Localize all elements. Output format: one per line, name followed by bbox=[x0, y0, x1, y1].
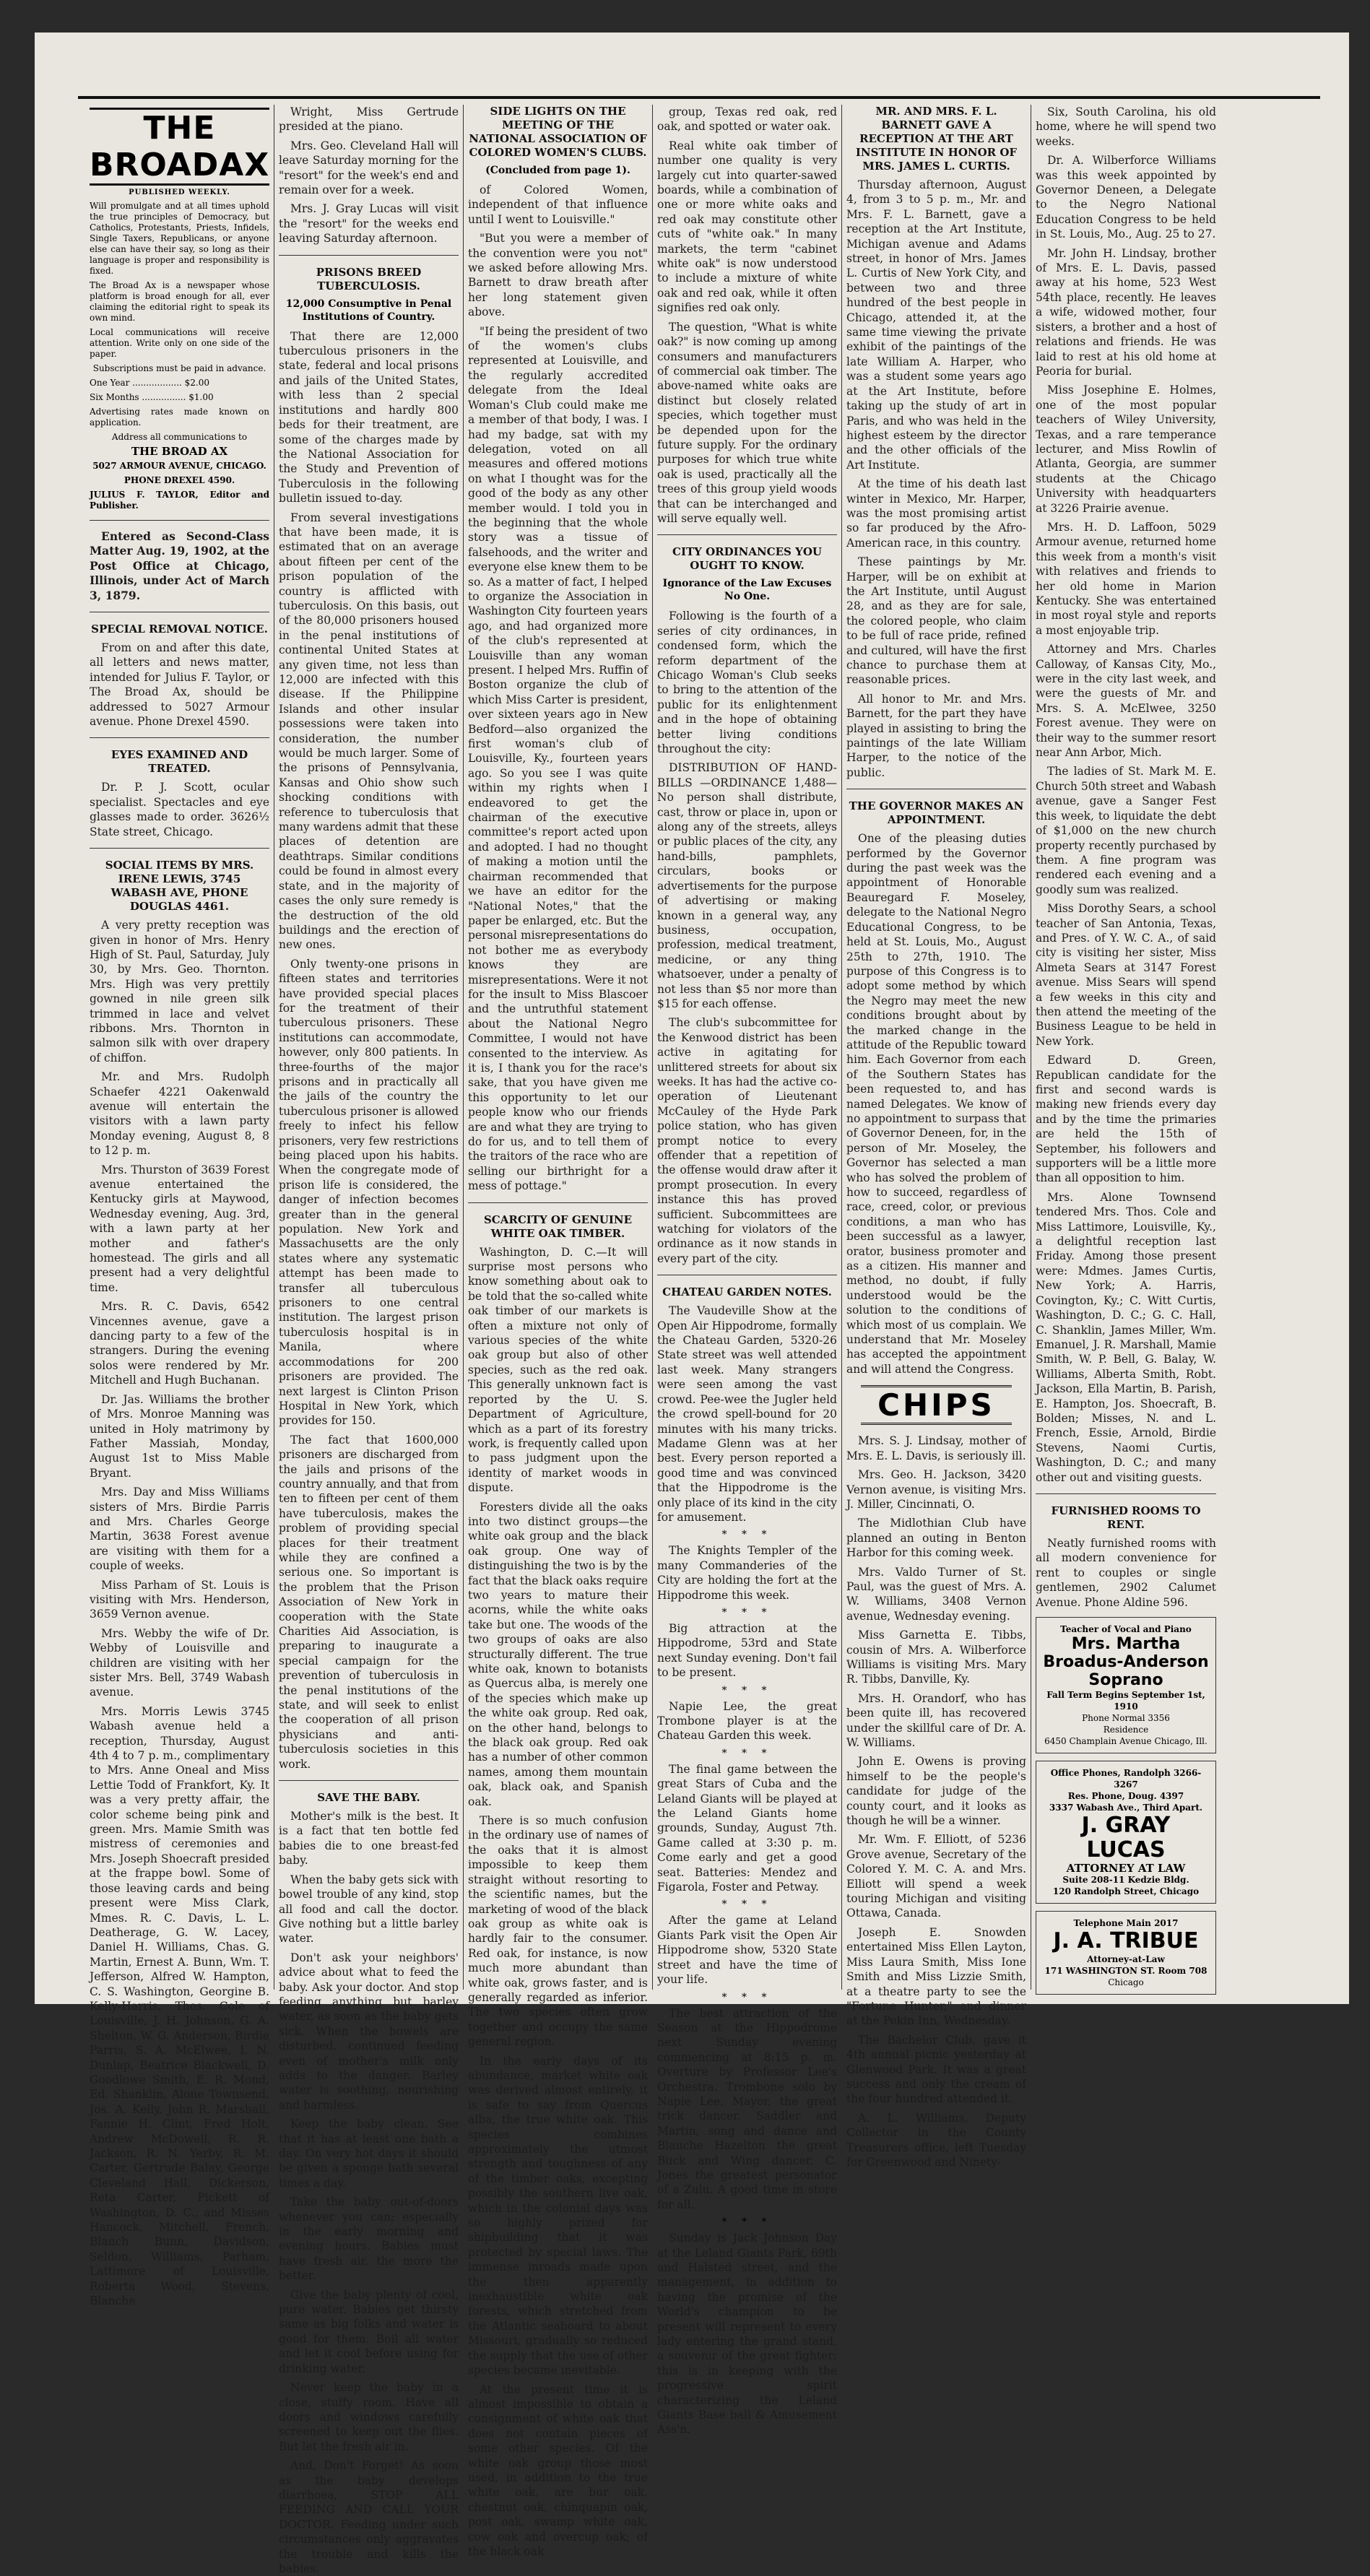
chip-item: Edward D. Green, Republican candidate for the first and second wards is making new friends every day and by the time the primaries are held the 15th of September, his followers and supporters will be a little more than all opposition to him. bbox=[1036, 1054, 1216, 1185]
column-3 bbox=[464, 105, 653, 2558]
article-paragraph: Don't ask your neighbors' advice about what to feed the baby. Ask your doctor. And stop feeding anything but barley water, as soon as the baby gets sick. When the bowels are disturbed, continued feeding even of mother's milk only adds to the danger. Barley water is soothing, nourishing and harmless. bbox=[279, 1951, 459, 2112]
article-paragraph: Sunday is Jack Johnson Day at the Leland Giants Park, 69th and Halsted street, and the management, in addition to having the promise of the World's champion to be present will represent to every lady entering the grand stand, a souvenir of the great fighter; this is in keeping with the progressive spirit characterizing the Leland Giants Base ball & Amusement Ass'n. bbox=[657, 2232, 837, 2437]
separator-stars: * * * bbox=[721, 1747, 773, 1759]
governor-heading: THE GOVERNOR MAKES AN APPOINTMENT. bbox=[849, 799, 1024, 827]
article-paragraph: And, Don't Forget! As soon as the baby develops diarrhoea, STOP ALL FEEDING AND CALL YOUR DOCTOR. Feeding under such circumstances only aggravates the trouble and kills the babies. bbox=[279, 2459, 459, 2575]
separator-stars: * * * bbox=[721, 1606, 773, 1618]
published-weekly: PUBLISHED WEEKLY. bbox=[129, 188, 230, 196]
separator-stars: * * * bbox=[721, 1899, 773, 1911]
eyes-text: Dr. P. J. Scott, ocular specialist. Spectacles and eye glasses made to order. 3626½ State street, Chicago. bbox=[90, 781, 269, 838]
ad-lucas-role: ATTORNEY AT LAW bbox=[1066, 1862, 1186, 1875]
article-paragraph: Mr. and Mrs. Rudolph Schaefer 4221 Oakenwald avenue will entertain the visitors with a lawn party Monday evening, August 8, 8 to 12 p. m. bbox=[90, 1070, 269, 1158]
article-paragraph: Keep the baby clean. See that it has at least one bath a day. On very hot days it should be given a sponge bath several times a day. bbox=[279, 2117, 459, 2190]
eyes-heading: EYES EXAMINED AND TREATED. bbox=[110, 748, 248, 776]
subscriptions-label: Subscriptions must be paid in advance. bbox=[92, 363, 266, 373]
prisons-heading: PRISONS BREED TUBERCULOSIS. bbox=[316, 265, 422, 292]
barnett-reception-heading: MR. AND MRS. F. L. BARNETT GAVE A RECEPTION AT THE ART INSTITUTE IN HONOR OF MRS. JAMES L. CURTIS. bbox=[855, 105, 1018, 173]
article-paragraph: All honor to Mr. and Mrs. Barnett, for the part they have played in assisting to bring the paintings of the late William Harper, to the notice of the public. bbox=[846, 692, 1026, 779]
ad-tribue-phone: Telephone Main 2017 bbox=[1073, 1918, 1179, 1928]
article-paragraph: Mother's milk is the best. It is a fact that ten bottle fed babies die to one breast-fed baby. bbox=[279, 1810, 459, 1868]
article-paragraph: "But you were a member of the convention were you not" we asked before allowing Mrs. Barnett to draw breath after her long statement given above. bbox=[468, 232, 648, 319]
chip-item: Six, South Carolina, his old home, where he will spend two weeks. bbox=[1036, 105, 1216, 148]
article-paragraph: One of the pleasing duties performed by the Governor during the past week was the appointment of Honorable Beauregard F. Moseley, delegate to the National Negro Educational Congress, to be held at St. Louis, Mo., August 25th to 27th, 1910. The purpose of this Congress is to adopt some method by which the Negro may meet the new conditions brought about by the marked change in the attitude of the Republic toward him. Each Governor from each of the Southern States has been requested to, and has named Delegates. We know of no appointment to surpass that of Governor Deneen, for, in the person of Mr. Moseley, the Governor has selected a man who has solved the problem of how to succeed, regardless of race, creed, color, or previous conditions, a man who has been successful as a lawyer, orator, business promoter and as a citizen. His manner and method, no doubt, if fully understood would be the solution to the conditions of which most of us complain. We understand that Mr. Moseley has accepted the appointment and will attend the Congress. bbox=[846, 832, 1026, 1376]
ad-lucas-suite: Suite 208-11 Kedzie Bldg. bbox=[1062, 1875, 1189, 1885]
chip-item: Joseph E. Snowden entertained Miss Ellen Layton, Miss Laura Smith, Miss Ione Smith and Miss Lizzie Smith, at a theatre party to see the "Fortune Hunter," and dinner at the Pekin Inn, Wednesday. bbox=[846, 1925, 1026, 2028]
top-rule bbox=[78, 96, 1320, 99]
article-paragraph: Take the baby out-of-doors whenever you can; especially in the early morning and evening hours. Babies must have fresh air, the more the better. bbox=[279, 2195, 459, 2283]
ad-lucas-street: 120 Randolph Street, Chicago bbox=[1052, 1886, 1200, 1896]
ad-lucas-name: J. GRAY LUCAS bbox=[1081, 1813, 1171, 1862]
masthead-title: THE BROADAX bbox=[90, 108, 269, 186]
chip-item: A. L. Williams, Deputy Collector in the County Treasurers office, left Tuesday for Greenwood and Ninety- bbox=[846, 2111, 1026, 2169]
chip-item: Mr. John H. Lindsay, brother of Mrs. E. L. Davis, passed away at his home, 523 West 54th place, recently. He leaves a wife, widowed mother, four sisters, a brother and a host of relations and friends. He was laid to rest at his old home at Peoria for burial. bbox=[1036, 246, 1216, 378]
ad-broadus-anderson bbox=[1036, 1617, 1216, 1753]
masthead-purpose: The Broad Ax is a newspaper whose platform is broad enough for all, ever claiming the editorial right to speak its own mind. bbox=[90, 280, 269, 323]
paper-name: THE BROAD AX bbox=[131, 445, 228, 458]
columns bbox=[85, 105, 1320, 2575]
article-paragraph: Foresters divide all the oaks into two distinct groups—the white oak group and the black oak group. One way of distinguishing the two is by the fact that the black oaks require two years to mature their acorns, while the white oaks take but one. The woods of the two groups of oaks are also structurally different. The true white oak, known to botanists as Quercus alba, is merely one of the species which make up the white oak group. Red oak, on the other hand, belongs to the black oak group. Red oak has a number of other common names, among them mountain oak, black oak, and Spanish oak. bbox=[468, 1500, 648, 1808]
six-months-rate: Six Months ................ $1.00 bbox=[90, 392, 214, 402]
ad-teacher-role: Soprano bbox=[1088, 1671, 1163, 1689]
article-paragraph: Mrs. Thurston of 3639 Forest avenue entertained the Kentucky girls at Maywood, Wednesday evening, Aug. 3rd, with a lawn party at her mother and father's homestead. The girls and all present had a very delightful time. bbox=[90, 1163, 269, 1294]
masthead-policy: Will promulgate and at all times uphold the true principles of Democracy, but Catholics, Protestants, Priests, Infidels, Single Taxers, Republicans, or anyone else can have their say, so long as their language is proper and responsibility is fixed. bbox=[90, 201, 269, 276]
ad-teacher-name: Mrs. Martha Broadus-Anderson bbox=[1043, 1635, 1209, 1671]
article-paragraph: Napie Lee, the great Trombone player is at the Chateau Garden this week. bbox=[657, 1699, 837, 1743]
article-paragraph: The club's subcommittee for the Kenwood district has been active in agitating for unlittered streets for about six weeks. It has had the active co-operation of Lieutenant McCauley of the Hyde Park police station, who has given prompt notice to every offender that a repetition of the offense would draw after it prompt prosecution. In every instance this has proved sufficient. Subcommittees are watching for violators of the ordinance as it now stands in every part of the city. bbox=[657, 1016, 837, 1265]
article-paragraph: In the early days of its abundance, market white oak was derived almost entirely, it is safe to say from Quercus alba, the true white oak. This species combines approximately the utmost strength and toughness of any of the timber oaks, excepting possibly the southern live oak, which in the colonial days was so highly prized for shipbuilding that it was protected by special laws. The immense inroads made upon the then apparently inexhaustible white oak forests, which stretched from the Atlantic seaboard to about Missouri, gradually so reduced the supply that the use of other species became inevitable. bbox=[468, 2054, 648, 2377]
removal-notice-heading: SPECIAL REMOVAL NOTICE. bbox=[91, 623, 268, 636]
column-1 bbox=[85, 105, 274, 2308]
chip-item: The Midlothian Club have planned an outing in Benton Harbor for this coming week. bbox=[846, 1517, 1026, 1560]
article-paragraph: Real white oak timber of number one quality is very largely cut into quarter-sawed boards, while a combination of one or more white oaks and red oak may constitute other cuts of "white oak." In many markets, the term "cabinet white oak" is now understood to include a mixture of white oak and red oak, while it often signifies red oak only. bbox=[657, 139, 837, 315]
editor-line: JULIUS F. TAYLOR, Editor and Publisher. bbox=[90, 490, 269, 511]
social-items-heading: SOCIAL ITEMS BY MRS. IRENE LEWIS, 3745 WABASH AVE, PHONE DOUGLAS 4461. bbox=[105, 859, 254, 914]
ad-tribue-name: J. A. TRIBUE bbox=[1053, 1928, 1199, 1953]
ad-gray-lucas bbox=[1036, 1761, 1216, 1904]
article-paragraph: The Vaudeville Show at the Open Air Hippodrome, formally the Chateau Garden, 5320-26 State street was well attended last week. Many strangers were seen among the vast crowd. Pee-wee the Jugler held the crowd spell-bound for 20 minutes with his many tricks. Madame Glenn was at her best. Every person reported a good time and was convinced that the Hippodrome is the only place of its kind in the city for amusement. bbox=[657, 1304, 837, 1524]
save-baby-heading: SAVE THE BABY. bbox=[317, 1791, 420, 1805]
chip-item: Mrs. Valdo Turner of St. Paul, was the guest of Mrs. A. W. Williams, 3408 Vernon avenue, Wednesday evening. bbox=[846, 1565, 1026, 1623]
article-paragraph: Dr. Jas. Williams the brother of Mrs. Monroe Manning was united in Holy matrimony by Father Massiah, Monday, August 1st to Miss Mable Bryant. bbox=[90, 1392, 269, 1480]
article-paragraph: At the time of his death last winter in Mexico, Mr. Harper, was the most promising artist so far produced by the Afro-American race, in this country. bbox=[846, 477, 1026, 550]
article-paragraph: Following is the fourth of a series of city ordinances, in condensed form, which the reform department of the Chicago Woman's Club seeks to bring to the attention of the public for its enlightenment and in the hope of obtaining better living conditions throughout the city: bbox=[657, 610, 837, 756]
prisons-subheading: 12,000 Consumptive in Penal Institutions of Country. bbox=[285, 298, 452, 323]
article-paragraph: The fact that 1600,000 prisoners are discharged from the jails and prisons of the country annually, and that from ten to fifteen per cent of them have tuberculosis, makes the problem of providing special places for their treatment while they are confined a serious one. So important is the problem that the Prison Association of New York in cooperation with the State Charities Aid Association, is preparing to inaugurate a special campaign for the prevention of tuberculosis in the penal institutions of the state, and will seek to enlist the cooperation of all prison physicians and anti-tuberculosis societies in this work. bbox=[279, 1433, 459, 1771]
ad-teacher-residence-label: Residence bbox=[1103, 1725, 1149, 1735]
chip-item: Miss Josephine E. Holmes, one of the most popular teachers of Wiley University, Texas, and a rare temperance lecturer, and Miss Rowlin of Atlanta, Georgia, are summer students at the Chicago University with headquarters at 3226 Prairie avenue. bbox=[1036, 383, 1216, 515]
article-paragraph: The question, "What is white oak?" is now coming up among consumers and manufacturers of commercial oak timber. The above-named white oaks are distinct but closely related species, which together must be depended upon for the future supply. For the ordinary purposes for which true white oak is used, practically all the trees of this group yield woods that can be interchanged and will serve equally well. bbox=[657, 320, 837, 525]
article-paragraph: A very pretty reception was given in honor of Mrs. Henry High of St. Paul, Saturday, July 30, by Mrs. Geo. Thornton. Mrs. High was very prettily gowned in nile green silk trimmed in lace and velvet ribbons. Mrs. Thornton in salmon silk with over drapery of chiffon. bbox=[90, 919, 269, 1064]
chip-item: The Bachelor Club, gave it 4th annual picnic yesterday at Glenwood Park. It was a great success and only the cream of the four hundred attended it. bbox=[846, 2033, 1026, 2106]
advertising-rates: Advertising rates made known on application. bbox=[90, 407, 269, 428]
chip-item: Mr. Wm. F. Elliott, of 5236 Grove avenue, Secretary of the Colored Y. M. C. A. and Mrs. Elliott will spend a week touring Michigan and visiting Ottawa, Canada. bbox=[846, 1833, 1026, 1920]
article-paragraph: Big attraction at the Hippodrome, 53rd and State next Sunday evening. Don't fail to be present. bbox=[657, 1621, 837, 1680]
chip-item: Dr. A. Wilberforce Williams was this week appointed by Governor Deneen, a Delegate to the Negro National Education Congress to be held in St. Louis, Mo., Aug. 25 to 27. bbox=[1036, 154, 1216, 241]
chip-item: John E. Owens is proving himself to be the people's candidate for judge of the county court, and it looks as though he will be a winner. bbox=[846, 1755, 1026, 1828]
ordinances-subheading: Ignorance of the Law Excuses No One. bbox=[662, 578, 832, 603]
ad-lucas-office: Office Phones, Randolph 3266-3267 bbox=[1050, 1768, 1202, 1790]
chip-item: Mrs. S. J. Lindsay, mother of Mrs. E. L. Davis, is seriously ill. bbox=[846, 1434, 1026, 1462]
column-6 bbox=[1031, 105, 1221, 1990]
ad-teacher-term: Fall Term Begins September 1st, 1910 bbox=[1046, 1690, 1205, 1712]
divider bbox=[657, 534, 837, 535]
chip-item: Miss Garnetta E. Tibbs, cousin of Mrs. A. Wilberforce Williams is visiting Mrs. Mary R. Tibbs, Danville, Ky. bbox=[846, 1629, 1026, 1686]
divider bbox=[90, 520, 269, 521]
separator-stars: * * * bbox=[721, 1529, 773, 1541]
divider bbox=[279, 255, 459, 256]
article-paragraph: Mrs. J. Gray Lucas will visit the "resort" for the weeks end leaving Saturday afternoon. bbox=[279, 202, 459, 246]
ad-lucas-addr: 3337 Wabash Ave., Third Apart. bbox=[1049, 1803, 1203, 1813]
article-paragraph: Mrs. Geo. Cleveland Hall will leave Saturday morning for the "resort" for the week's end and remain over for a week. bbox=[279, 139, 459, 197]
white-oak-heading: SCARCITY OF GENUINE WHITE OAK TIMBER. bbox=[483, 1213, 633, 1240]
article-paragraph: These paintings by Mr. Harper, will be on exhibit at the Art Institute, until August 28, and as they are for sale, the colored people, who claim to be full of race pride, refined and cultured, will have the first chance to purchase them at reasonable prices. bbox=[846, 555, 1026, 687]
article-paragraph: of Colored Women, independent of that influence until I went to Louisville." bbox=[468, 183, 648, 226]
chip-item: Mrs. H. D. Laffoon, 5029 Armour avenue, returned home this week from a month's visit with relatives and friends to her old home in Marion Kentucky. She was entertained in most royal style and reports a most enjoyable trip. bbox=[1036, 520, 1216, 637]
article-paragraph: group, Texas red oak, red oak, and spotted or water oak. bbox=[657, 105, 837, 134]
article-paragraph: Mrs. R. C. Davis, 6542 Vincennes avenue, gave a dancing party to a few of the strangers. During the evening solos were rendered by Mr. Mitchell and Hugh Buchanan. bbox=[90, 1300, 269, 1387]
divider bbox=[1036, 1493, 1216, 1494]
ad-tribue-addr: 171 WASHINGTON ST. Room 708 bbox=[1044, 1966, 1208, 1976]
article-paragraph: When the baby gets sick with bowel trouble of any kind, stop all food and call the doctor. Give nothing but a little barley water. bbox=[279, 1873, 459, 1946]
article-paragraph: Only twenty-one prisons in fifteen states and territories have provided special places for the treatment of their tuberculous prisoners. These institutions can accommodate, however, only 800 patients. In three-fourths of the major prisons and in practically all the jails of the country the tuberculous prisoner is allowed freely to infect his fellow prisoners, very few restrictions being placed upon his habits. When the congregate mode of prison life is considered, the danger of infection becomes greater than in the general population. New York and Massachusetts are the only states where any systematic attempt has been made to transfer all tuberculous prisoners to one central institution. The largest prison tuberculosis hospital is in Manila, where accommodations for 200 prisoners are provided. The next largest is Clinton Prison Hospital in New York, which provides for 150. bbox=[279, 957, 459, 1428]
article-paragraph: Mrs. Day and Miss Williams sisters of Mrs. Birdie Parris and Mrs. Charles George Martin, 3638 Forest avenue are visiting with them for a couple of weeks. bbox=[90, 1486, 269, 1573]
masthead-local: Local communications will receive attention. Write only on one side of the paper. bbox=[90, 327, 269, 359]
article-paragraph: There is so much confusion in the ordinary use of names of the oaks that it is almost impossible to keep them straight without resorting to the scientific names, but the marketing of wood of the black oak group as white oak is hardly fair to the consumer. Red oak, for instance, is now much more abundant than white oak, grows faster, and is generally regarded as inferior. The two species often grow together and occupy the same general region. bbox=[468, 1814, 648, 2049]
chip-item: Attorney and Mrs. Charles Calloway, of Kansas City, Mo., were in the city last week, and were the guests of Mr. and Mrs. S. A. McElwee, 3250 Forest avenue. They were on their way to the summer resort near Ann Arbor, Mich. bbox=[1036, 643, 1216, 760]
ad-lucas-res: Res. Phone, Doug. 4397 bbox=[1067, 1791, 1184, 1801]
side-lights-heading: SIDE LIGHTS ON THE MEETING OF THE NATIONAL ASSOCIATION OF COLORED WOMEN'S CLUBS. bbox=[469, 105, 647, 159]
column-5 bbox=[842, 105, 1031, 2169]
article-paragraph: "If being the president of two of the women's clubs represented at Louisville, and the regularly accredited delegate from the Ideal Woman's Club could make me a member of that body, I was. I had my badge, sat with my delegation, voted on all measures and offered motions on what I thought was for the good of the body as any other member would. I told you in the beginning that the whole story was a tissue of falsehoods, and the writer and everyone else knew them to be so. As a matter of fact, I helped to organize the Association in Washington City fourteen years ago, and had organized more of the club's represented at Louisville than any woman present. I helped Mrs. Ruffin of Boston organize the club of which Miss Carter is president, over sixteen years ago in New Bedford—also organized the first woman's club of Louisville, Ky., fourteen years ago. So you see I was quite within my rights when I endeavored to get the chairman of the executive committee's report acted upon and adopted. I had no thought of making a motion until the chairman recommended that we have an editor for the "National Notes," that the paper be enlarged, etc. But the personal misrepresentations do not bother me as everybody knows they are misrepresentations. Were it not for the insult to Miss Blascoer and the untruthful statement about the National Negro Committee, I would not have consented to the interview. As it is, I thank you for the race's sake, that you have given me this opportunity to let our people know who our friends are and what they are trying to do for us, and to tell them of the traitors of the race who are selling our birthright for a mess of pottage." bbox=[468, 324, 648, 1193]
paper-street: 5027 ARMOUR AVENUE, CHICAGO. bbox=[92, 461, 266, 471]
chip-item: Miss Dorothy Sears, a school teacher of San Antonia, Texas, and Pres. of Y. W. C. A., of said city is visiting her sister, Miss Almeta Sears at 3147 Forest avenue. Miss Sears will spend a few weeks in this city and then attend the meeting of the Business League to be held in New York. bbox=[1036, 902, 1216, 1048]
chip-item: The ladies of St. Mark M. E. Church 50th street and Wabash avenue, gave a Sanger Fest this week, to liquidate the debt of $1,000 on the new church property recently purchased by them. A fine program was rendered each evening and a goodly sum was realized. bbox=[1036, 765, 1216, 896]
chip-item: Mrs. H. Orandorf, who has been quite ill, has recovered under the skillful care of Dr. A. W. Williams. bbox=[846, 1691, 1026, 1749]
newspaper-page bbox=[35, 32, 1349, 2575]
rooms-ad: Neatly furnished rooms with all modern convenience for rent to couples or single gentlemen, 2902 Calumet Avenue. Phone Aldine 596. bbox=[1036, 1536, 1216, 1609]
ad-teacher-residence: 6450 Champlain Avenue Chicago, Ill. bbox=[1044, 1736, 1208, 1746]
separator-stars: * * * bbox=[721, 2216, 773, 2229]
article-paragraph: Washington, D. C.—It will surprise most persons who know something about oak to be told that the so-called white oak timber of our markets is often a mixture not only of various species of the white oak group but also of other species, such as the red oak. This generally unknown fact is reported by the U. S. Department of Agriculture, which as a part of its forestry work, is frequently called upon to pass judgment upon the identity of market woods in dispute. bbox=[468, 1245, 648, 1495]
separator-stars: * * * bbox=[721, 1991, 773, 2003]
divider bbox=[90, 737, 269, 738]
entered-notice: Entered as Second-Class Matter Aug. 19, 1902, at the Post Office at Chicago, Illinois, under Act of March 3, 1879. bbox=[90, 529, 269, 602]
divider bbox=[468, 1202, 648, 1203]
concluded-note: (Concluded from page 1). bbox=[485, 165, 630, 176]
removal-notice: From on and after this date, all letters and news matter, intended for Julius F. Taylor, or The Broad Ax, should be addressed to 5027 Armour avenue. Phone Drexel 4590. bbox=[90, 641, 269, 729]
article-paragraph: After the game at Leland Giants Park visit the Open Air Hippodrome show, 5320 State street and have the time of your life. bbox=[657, 1914, 837, 1987]
ad-tribue-city: Chicago bbox=[1108, 1977, 1144, 1987]
article-paragraph: Wright, Miss Gertrude presided at the piano. bbox=[279, 105, 459, 134]
chip-item: Mrs. Geo. H. Jackson, 3420 Vernon avenue, is visiting Mrs. J. Miller, Cincinnati, O. bbox=[846, 1468, 1026, 1511]
article-paragraph: The final game between the great Stars of Cuba and the Leland Giants will be played at the Leland Giants home grounds, Sunday, August 7th. Game called at 3:30 p. m. Come early and get a good seat. Batteries: Mendez and Figarola, Foster and Petway. bbox=[657, 1762, 837, 1894]
article-paragraph: That there are 12,000 tuberculous prisoners in the state, federal and local prisons and jails of the United States, with less than 2 special institutions and hardly 800 beds for their treatment, are some of the charges made by the National Association for the Study and Prevention of Tuberculosis in the following bulletin issued to-day. bbox=[279, 329, 459, 506]
ad-teacher-line: Teacher of Vocal and Piano bbox=[1060, 1624, 1192, 1634]
article-paragraph: Thursday afternoon, August 4, from 3 to 5 p. m., Mr. and Mrs. F. L. Barnett, gave a reception at the Art Institute, Michigan avenue and Adams street, in honor of Mrs. James L. Curtis of New York City, and between two and three hundred of the best people in Chicago, attended it, at the same time viewing the private exhibit of the paintings of the late William A. Harper, who was a student some years ago at the Art Institute, before taking up the study of art in Paris, and who was held in the highest esteem by the director and the other officials of the Art Institute. bbox=[846, 178, 1026, 472]
article-paragraph: Give the baby plenty of cool, pure water. Babies get thirsty same as big folks and water is good for them. Boil all water and let it cool before using for drinking water. bbox=[279, 2288, 459, 2375]
ad-teacher-phone: Phone Normal 3356 bbox=[1082, 1713, 1170, 1723]
article-paragraph: Miss Parham of St. Louis is visiting with Mrs. Henderson, 3659 Vernon avenue. bbox=[90, 1578, 269, 1621]
separator-stars: * * * bbox=[721, 1684, 773, 1696]
ordinances-heading: CITY ORDINANCES YOU OUGHT TO KNOW. bbox=[672, 545, 822, 573]
column-2 bbox=[274, 105, 464, 2575]
article-paragraph: At the present time it is almost impossible to obtain a consignment of white oak that does not contain pieces of some other species. Of the white oak group those most used, in addition to the true white oak, are bur oak, chestnut oak, chinquapin oak, post oak, swamp white oak, cow oak and overcup oak; of the black oak bbox=[468, 2382, 648, 2558]
address-label: Address all communications to bbox=[111, 432, 248, 442]
ad-tribue-role: Attorney-at-Law bbox=[1087, 1954, 1165, 1964]
article-paragraph: Mrs. Webby the wife of Dr. Webby of Louisville and children are visiting with her sister Mrs. Bell, 3749 Wabash avenue. bbox=[90, 1626, 269, 1699]
article-paragraph: DISTRIBUTION OF HAND-BILLS —ORDINANCE 1,488—No person shall distribute, cast, throw or place in, upon or along any of the streets, alleys or public places of the city, any hand-bills, pamphlets, circulars, books or advertisements for the purpose of advertising or making known in a general way, any business, occupation, profession, medical treatment, medicine, or any thing whatsoever, under a penalty of not less than $5 nor more than $15 for each offense. bbox=[657, 761, 837, 1010]
article-paragraph: From several investigations that have been made, it is estimated that on an average about fifteen per cent of the prison population of the country is afflicted with tuberculosis. On this basis, out of the 80,000 prisoners housed in the penal institutions of continental United States at any given time, not less than 12,000 are infected with this disease. If the Philippine Islands and other insular possessions were taken into consideration, the number would be much larger. Some of the prisons of Pennsylvania, Kansas and Ohio show such shocking conditions with reference to tuberculosis that many wardens admit that these places of detention are deathtraps. Similar conditions could be found in almost every state, and in the majority of cases the only sure remedy is the destruction of the old buildings and the erection of new ones. bbox=[279, 511, 459, 952]
chip-item: Mrs. Alone Townsend tendered Mrs. Thos. Cole and Miss Lattimore, Louisville, Ky., a delightful reception last Friday. Among those present were: Mdmes. James Curtis, New York; A. Harris, Covington, Ky.; C. Witt Curtis, Washington, D. C.; G. C. Hall, C. Shanklin, James Miller, Wm. Emanuel, J. R. Marshall, Mamie Smith, W. P. Bell, G. Balay, W. Williams, Alberta Smith, Robt. Jackson, Ella Martin, B. Parish, E. Hampton, Jos. Shoecraft, B. Bolden; Misses, N. and L. French, Essie, Arnold, Birdie Stevens, Naomi Curtis, Washington, D. C.; and many other out and visiting guests. bbox=[1036, 1190, 1216, 1484]
rooms-heading: FURNISHED ROOMS TO RENT. bbox=[1051, 1504, 1201, 1531]
divider bbox=[90, 848, 269, 849]
article-paragraph: The best attraction of the Season at the Hippodrome next Sunday evening commencing at 8:15 p. m. Overture by Professor Lee's Orchestra. Trombone solo by Napie Lee, Mayor, the great trick dancer, Saddler and Martin, song and dance and Blanche Hazelton the great Buck and Wing dancer. C. Jones the greatest personator of a Zulu. A good time in store for all. bbox=[657, 2006, 837, 2211]
column-4 bbox=[653, 105, 842, 2437]
chateau-heading: CHATEAU GARDEN NOTES. bbox=[662, 1285, 832, 1299]
chips-heading: CHIPS bbox=[861, 1385, 1012, 1425]
article-paragraph: Mrs. Morris Lewis 3745 Wabash avenue held a reception, Thursday, August 4th 4 to 7 p. m., complimentary to Mrs. Anne Oneal and Miss Lettie Todd of Frankfort, Ky. It was a very pretty affair, the color scheme being pink and green. Mrs. Mamie Smith was mistress of ceremonies and Mrs. Joseph Shoecraft presided at the frappe bowl. Some of those leaving cards and being present were Miss Clark, Mmes. R. C. Davis, L. L. Deatherage, G. W. Lacey, Daniel H. Williams, Chas. G. Martin, Ernest A. Bunn, Wm. T. Jefferson, Alfred W. Hampton, C. S. Washington, Georgine B. Kelly-Harris, Thos. Cole of Louisville, J. H. Johnson, G. A. Shelton, W. G. Anderson, Birdie Parris, S. A. McElwee, I. N. Dunlap, Beatrice Blackwell, D. Goodlowe Smith, E. R. Mond, Ed. Shanklin, Alone Townsend, Jos. A. Kelly, John R. Marshall, Fannie H. Clint, Fred Holt, Andrew McDowell, R. R. Jackson, R. N. Yerby, R. M. Carter, Gertrude Balay, George Cleveland Hall, Dickerson, Reta Carter, Pickett of Washington, D. C., and Misses Hancock, Mitchell, French, Blanch Bunn, Davidson, Seldon, Williams, Parham, Lattimore of Louisville, Roberta Wood, Stevens, Blanche bbox=[90, 1704, 269, 2308]
article-paragraph: Never keep the baby in a close, stuffy room. Have all doors and windows carefully screened to keep out the flies. But let the fresh air in. bbox=[279, 2381, 459, 2453]
article-paragraph: The Knights Templer of the many Commanderies of the City are holding the fort at the Hippodrome this week. bbox=[657, 1544, 837, 1602]
divider bbox=[279, 1780, 459, 1781]
ad-tribue bbox=[1036, 1911, 1216, 1995]
paper-phone: PHONE DREXEL 4590. bbox=[123, 475, 235, 485]
one-year-rate: One Year .................. $2.00 bbox=[90, 378, 209, 388]
